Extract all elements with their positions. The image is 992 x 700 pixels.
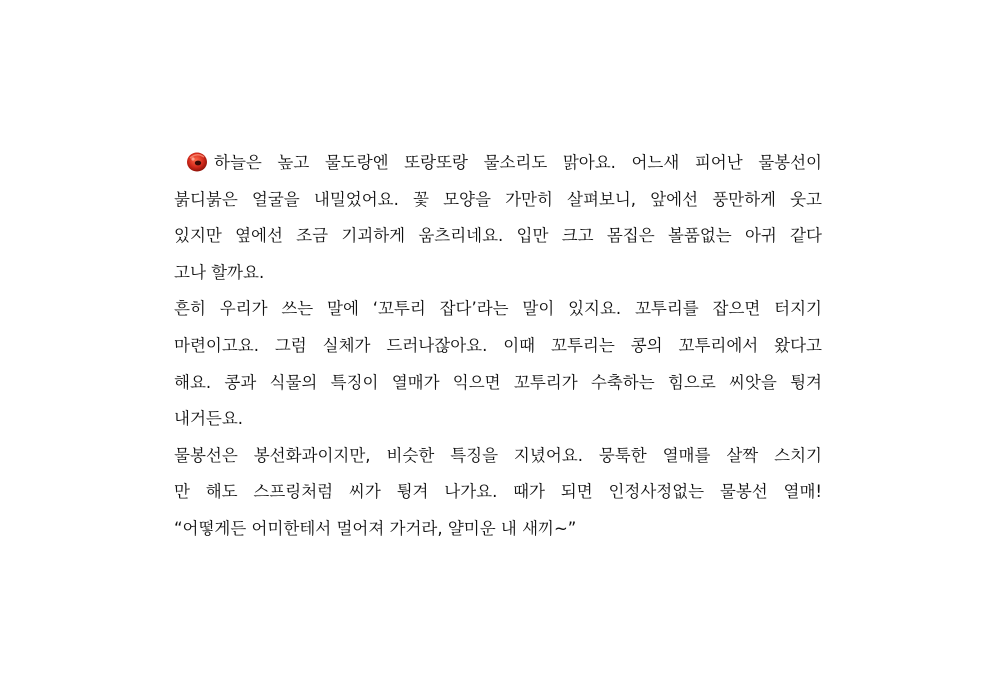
paragraph-1-line-1: 하늘은 높고 물도랑엔 또랑또랑 물소리도 맑아요. 어느새 피어난 물봉선이	[174, 146, 822, 183]
paragraph-1-line-4: 고나 할까요.	[174, 262, 265, 282]
paragraph-3-line-3: “어떻게든 어미한테서 멀어져 가거라, 얄미운 내 새끼~”	[174, 518, 577, 538]
paragraph-1-line-2: 붉디붉은 얼굴을 내밀었어요. 꽃 모양을 가만히 살펴보니, 앞에선 풍만하게 웃고	[174, 189, 822, 209]
paragraph-2-line-3: 해요. 콩과 식물의 특징이 열매가 익으면 꼬투리가 수축하는 힘으로 씨앗을 튕겨	[174, 372, 822, 392]
red-flower-bullet-icon	[184, 149, 210, 175]
paragraph-3-line-2: 만 해도 스프링처럼 씨가 튕겨 나가요. 때가 되면 인정사정없는 물봉선 열매!	[174, 482, 822, 502]
article-body	[174, 146, 822, 549]
paragraph-3-line-1: 물봉선은 봉선화과이지만, 비슷한 특징을 지녔어요. 뭉툭한 열매를 살짝 스치기	[174, 445, 822, 465]
paragraph-2-line-2: 마련이고요. 그럼 실체가 드러나잖아요. 이때 꼬투리는 콩의 꼬투리에서 왔다고	[174, 335, 822, 355]
paragraph-1-line-3: 있지만 옆에선 조금 기괴하게 움츠리네요. 입만 크고 몸집은 볼품없는 아귀 같다	[174, 226, 822, 246]
paragraph-2-line-4: 내거든요.	[174, 409, 244, 429]
paragraph-2-line-1: 흔히 우리가 쓰는 말에 ‘꼬투리 잡다’라는 말이 있지요. 꼬투리를 잡으면 터지기	[174, 299, 822, 319]
